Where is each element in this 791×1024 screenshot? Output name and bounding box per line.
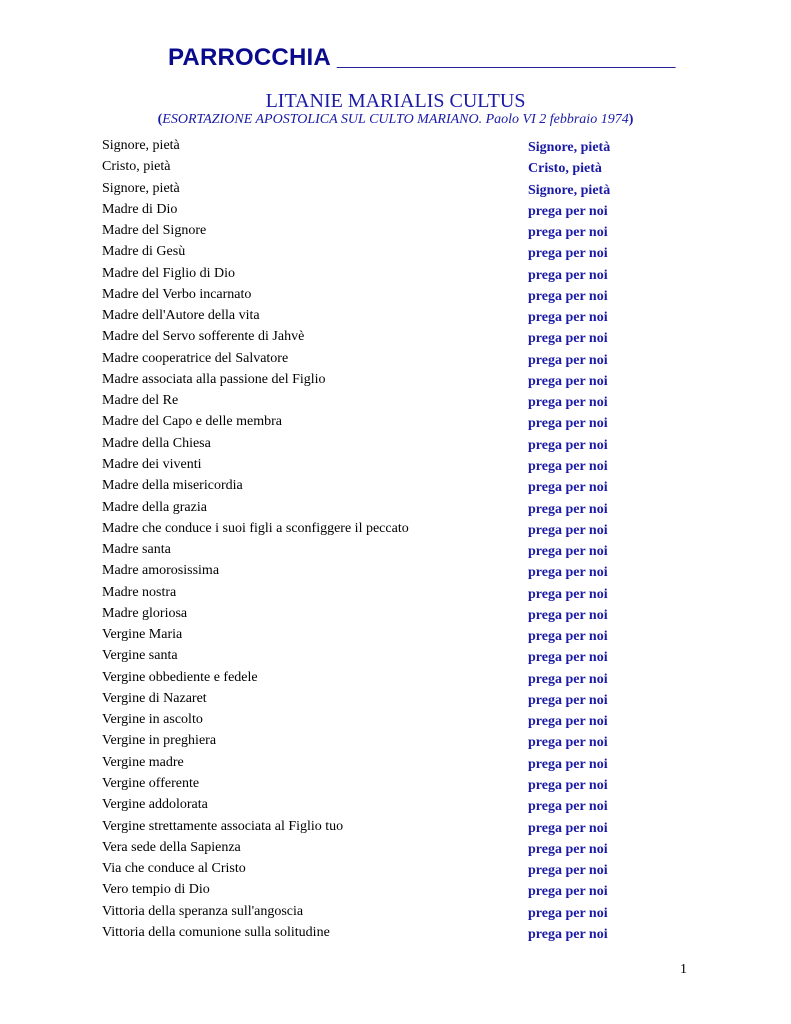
invocation-text: Madre dei viventi: [102, 456, 202, 472]
invocation-text: Madre amorosissima: [102, 563, 220, 579]
response-text: prega per noi: [528, 692, 608, 708]
invocation-text: Madre cooperatrice del Salvatore: [102, 350, 289, 366]
response-text: Signore, pietà: [528, 182, 611, 198]
litany-row: [102, 221, 622, 242]
invocation-text: Vergine obbediente e fedele: [102, 669, 258, 685]
response-text: prega per noi: [528, 458, 608, 474]
litany-row: [102, 923, 622, 944]
invocation-text: Madre dell'Autore della vita: [102, 308, 260, 324]
document-title: LITANIE MARIALIS CULTUS: [265, 90, 526, 112]
litany-row: [102, 753, 622, 774]
litany-row: [102, 668, 622, 689]
litany-row: [102, 902, 622, 923]
response-text: prega per noi: [528, 777, 608, 793]
document-subtitle: [0, 112, 791, 128]
invocation-text: Signore, pietà: [102, 138, 180, 153]
invocation-text: Madre del Capo e delle membra: [102, 414, 282, 430]
invocation-text: Vergine Maria: [102, 627, 183, 643]
litany-row: [102, 200, 622, 221]
litany-row: [102, 795, 622, 816]
litany-row: [102, 561, 622, 582]
page-number: 1: [680, 962, 687, 977]
response-text: prega per noi: [528, 544, 608, 560]
invocation-text: Vergine santa: [102, 648, 178, 664]
invocation-text: Madre nostra: [102, 584, 177, 600]
litany-row: [102, 455, 622, 476]
litany-row: [102, 285, 622, 306]
response-text: prega per noi: [528, 607, 608, 623]
response-text: prega per noi: [528, 225, 608, 241]
invocation-text: Madre della misericordia: [102, 478, 243, 494]
response-text: prega per noi: [528, 905, 608, 921]
response-text: prega per noi: [528, 884, 608, 900]
response-text: prega per noi: [528, 629, 608, 645]
litany-row: [102, 880, 622, 901]
litany-row: [102, 179, 622, 200]
response-text: prega per noi: [528, 352, 608, 368]
response-text: prega per noi: [528, 331, 608, 347]
litany-list: [102, 136, 622, 944]
invocation-text: Vergine in preghiera: [102, 733, 217, 749]
invocation-text: Madre gloriosa: [102, 605, 188, 621]
litany-row: [102, 136, 622, 157]
invocation-text: Madre associata alla passione del Figlio: [102, 371, 326, 387]
litany-row: [102, 242, 622, 263]
invocation-text: Madre del Figlio di Dio: [102, 265, 235, 281]
litany-row: [102, 349, 622, 370]
response-text: prega per noi: [528, 820, 608, 836]
invocation-text: Madre del Verbo incarnato: [102, 286, 252, 302]
response-text: prega per noi: [528, 310, 608, 326]
response-text: prega per noi: [528, 203, 608, 219]
subtitle-close-paren: ): [628, 112, 634, 127]
invocation-text: Madre della Chiesa: [102, 435, 211, 451]
response-text: prega per noi: [528, 671, 608, 687]
subtitle-text: ESORTAZIONE APOSTOLICA SUL CULTO MARIANO. Paolo VI 2 febbraio 1974: [162, 112, 629, 127]
litany-row: [102, 604, 622, 625]
response-text: prega per noi: [528, 437, 608, 453]
response-text: prega per noi: [528, 586, 608, 602]
litany-row: [102, 476, 622, 497]
litany-row: [102, 412, 622, 433]
invocation-text: Vittoria della comunione sulla solitudine: [102, 924, 330, 940]
response-text: prega per noi: [528, 650, 608, 666]
litany-row: [102, 817, 622, 838]
response-text: prega per noi: [528, 246, 608, 262]
invocation-text: Vergine strettamente associata al Figlio tuo: [102, 818, 344, 834]
response-text: prega per noi: [528, 735, 608, 751]
litany-row: [102, 710, 622, 731]
response-text: prega per noi: [528, 373, 608, 389]
response-text: prega per noi: [528, 522, 608, 538]
response-text: prega per noi: [528, 267, 608, 283]
response-text: prega per noi: [528, 756, 608, 772]
response-text: prega per noi: [528, 288, 608, 304]
invocation-text: Madre che conduce i suoi figli a sconfiggere il peccato: [102, 520, 409, 536]
response-text: prega per noi: [528, 480, 608, 496]
response-text: prega per noi: [528, 841, 608, 857]
invocation-text: Madre della grazia: [102, 499, 207, 515]
litany-row: [102, 327, 622, 348]
invocation-text: Madre santa: [102, 542, 171, 558]
invocation-text: Vergine offerente: [102, 775, 200, 791]
response-text: prega per noi: [528, 395, 608, 411]
litany-row: [102, 306, 622, 327]
parish-header: PARROCCHIA _________________________: [168, 44, 676, 71]
invocation-text: Cristo, pietà: [102, 159, 171, 175]
invocation-text: Signore, pietà: [102, 180, 180, 196]
litany-row: [102, 731, 622, 752]
invocation-text: Madre di Dio: [102, 201, 178, 217]
invocation-text: Vergine in ascolto: [102, 712, 203, 728]
response-text: prega per noi: [528, 863, 608, 879]
litany-row: [102, 434, 622, 455]
invocation-text: Madre del Re: [102, 393, 179, 409]
invocation-text: Madre del Servo sofferente di Jahvè: [102, 329, 305, 345]
response-text: prega per noi: [528, 926, 608, 942]
litany-row: [102, 774, 622, 795]
response-text: Cristo, pietà: [528, 161, 602, 177]
invocation-text: Via che conduce al Cristo: [102, 861, 246, 877]
litany-row: [102, 540, 622, 561]
litany-row: [102, 157, 622, 178]
litany-row: [102, 625, 622, 646]
litany-row: [102, 498, 622, 519]
litany-row: [102, 859, 622, 880]
litany-row: [102, 838, 622, 859]
response-text: prega per noi: [528, 565, 608, 581]
litany-row: [102, 689, 622, 710]
litany-row: [102, 583, 622, 604]
invocation-text: Madre di Gesù: [102, 244, 186, 260]
response-text: prega per noi: [528, 416, 608, 432]
litany-row: [102, 519, 622, 540]
invocation-text: Vergine di Nazaret: [102, 690, 207, 706]
invocation-text: Vero tempio di Dio: [102, 882, 210, 898]
invocation-text: Vittoria della speranza sull'angoscia: [102, 903, 304, 919]
invocation-text: Vergine addolorata: [102, 797, 208, 813]
response-text: Signore, pietà: [528, 140, 611, 155]
litany-row: [102, 264, 622, 285]
litany-row: [102, 370, 622, 391]
invocation-text: Vergine madre: [102, 754, 184, 770]
invocation-text: Madre del Signore: [102, 223, 207, 239]
response-text: prega per noi: [528, 799, 608, 815]
invocation-text: Vera sede della Sapienza: [102, 839, 241, 855]
response-text: prega per noi: [528, 501, 608, 517]
response-text: prega per noi: [528, 714, 608, 730]
litany-row: [102, 391, 622, 412]
subtitle-open-paren: (: [157, 112, 163, 127]
litany-row: [102, 646, 622, 667]
